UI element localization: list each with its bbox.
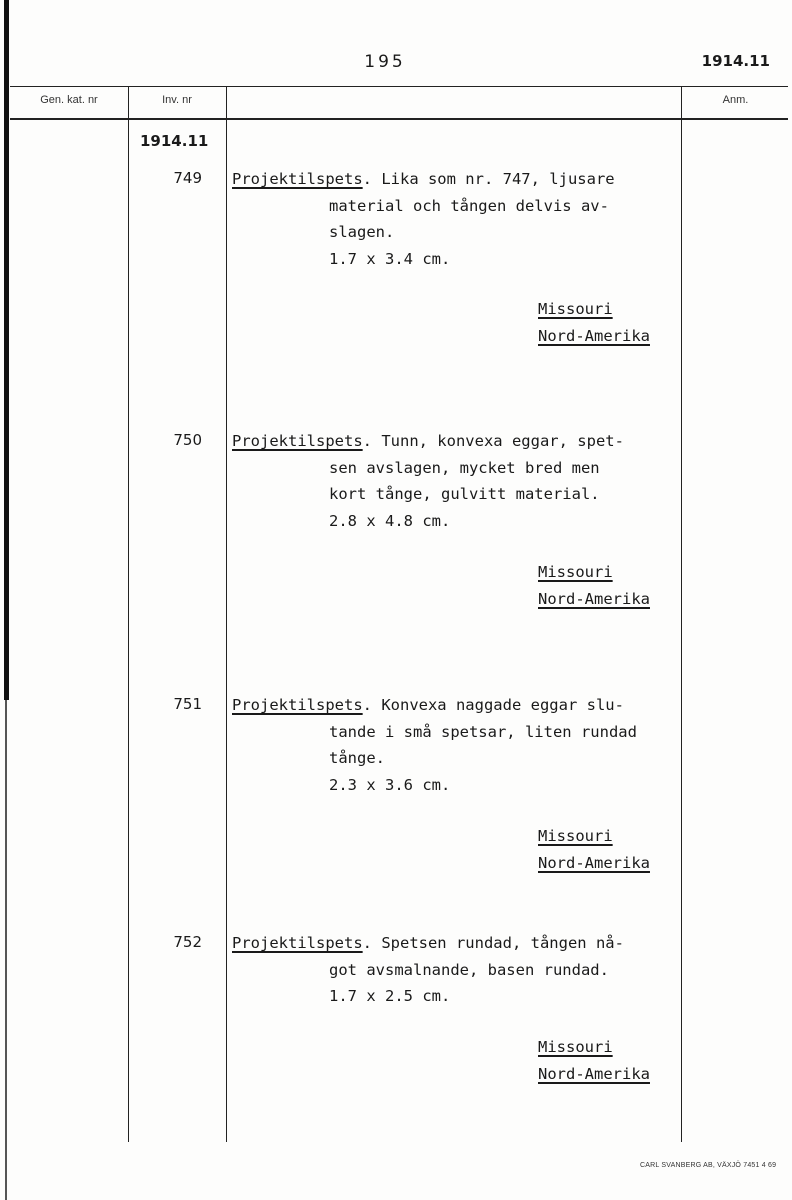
location-continent: Nord-Amerika — [538, 1065, 650, 1083]
location-region: Missouri — [538, 827, 613, 845]
object-term: Projektilspets — [232, 432, 363, 450]
inventory-number: 749 — [173, 169, 202, 187]
inventory-number: 752 — [173, 933, 202, 951]
dimensions: 2.3 x 3.6 cm. — [329, 775, 451, 794]
inventory-number: 751 — [173, 695, 202, 713]
object-term: Projektilspets — [232, 934, 363, 952]
column-header-inv-nr: Inv. nr — [162, 94, 192, 106]
left-margin-bar — [4, 0, 9, 700]
location-region: Missouri — [538, 1038, 613, 1056]
object-term: Projektilspets — [232, 696, 363, 714]
location-continent: Nord-Amerika — [538, 590, 650, 608]
location-continent: Nord-Amerika — [538, 854, 650, 872]
description-text: . Spetsen rundad, tången nå- — [362, 934, 624, 952]
inventory-number: 750 — [173, 431, 202, 449]
description-line: material och tången delvis av- — [329, 196, 609, 215]
location-region: Missouri — [538, 563, 613, 581]
left-margin-line — [5, 700, 7, 1200]
location-region: Missouri — [538, 300, 613, 318]
printer-mark: CARL SVANBERG AB, VÄXJÖ 7451 4 69 — [640, 1162, 777, 1169]
column-divider-2 — [226, 86, 227, 1142]
section-date: 1914.11 — [140, 132, 209, 150]
column-header-gen-kat-nr: Gen. kat. nr — [40, 94, 98, 106]
description-line: sen avslagen, mycket bred men — [329, 458, 600, 477]
description-line: slagen. — [329, 223, 395, 241]
location-continent: Nord-Amerika — [538, 327, 650, 345]
description-line — [232, 930, 624, 957]
description-line — [232, 428, 624, 455]
description-line: got avsmalnande, basen rundad. — [329, 960, 609, 979]
description-line — [232, 166, 615, 193]
page-number: 195 — [364, 52, 406, 72]
header-rule-top — [10, 86, 788, 87]
description-line: tånge. — [329, 749, 385, 767]
column-divider-1 — [128, 86, 129, 1142]
description-text: . Lika som nr. 747, ljusare — [362, 170, 615, 188]
column-divider-3 — [681, 86, 682, 1142]
header-date: 1914.11 — [701, 52, 770, 70]
object-term: Projektilspets — [232, 170, 363, 188]
description-line: kort tånge, gulvitt material. — [329, 485, 600, 503]
description-text: . Tunn, konvexa eggar, spet- — [362, 432, 624, 450]
dimensions: 1.7 x 3.4 cm. — [329, 249, 451, 268]
dimensions: 2.8 x 4.8 cm. — [329, 511, 451, 530]
description-line: tande i små spetsar, liten rundad — [329, 722, 637, 741]
column-header-anm: Anm. — [722, 94, 749, 106]
header-rule-bottom — [10, 118, 788, 120]
description-text: . Konvexa naggade eggar slu- — [362, 696, 624, 714]
dimensions: 1.7 x 2.5 cm. — [329, 987, 451, 1005]
description-line — [232, 692, 624, 719]
